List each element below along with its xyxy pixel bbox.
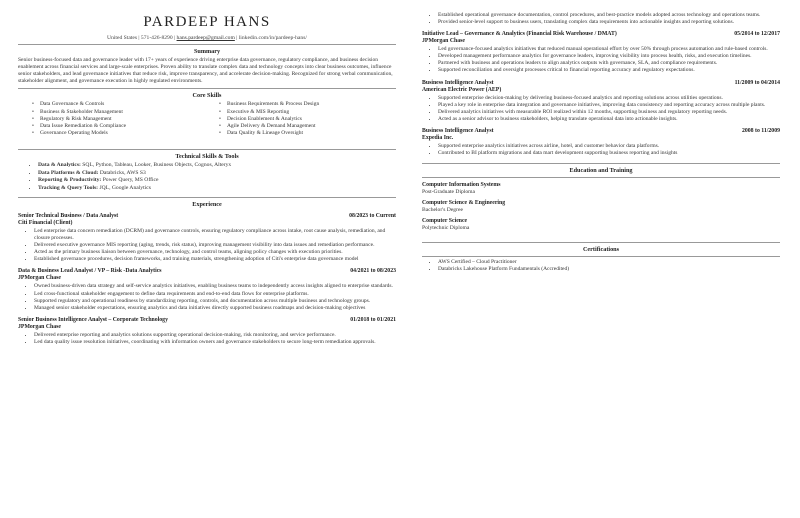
list-item: • Led enterprise data concern remediation (DCRM) and governance controls, ensuring regulatory compliance across intake, root cause analysis, remediation, and closure processes.: [34, 228, 396, 242]
company-name: American Electric Power (AEP): [422, 86, 502, 93]
core-skills-heading: Core Skills: [192, 92, 222, 100]
technical-skills-list: [18, 162, 396, 192]
job-bullets: [18, 228, 396, 263]
list-item: • Contributed to BI platform migrations and data mart development supporting business reporting and insights: [438, 150, 780, 157]
list-item: • Established operational governance documentation, control procedures, and best-practice models adopted across technology and operations teams.: [438, 12, 780, 19]
list-item: • Delivered executive governance MIS reporting (aging, trends, risk status), improving management visibility into data issues and remediation performance.: [34, 242, 396, 249]
list-item: • AWS Certified – Cloud Practitioner: [438, 259, 780, 266]
technical-skills-heading: Technical Skills & Tools: [175, 153, 239, 161]
contact-line: United States | 571-426-8290 | hans.pardeep@gmail.com | linkedin.com/in/pardeep-hans/: [107, 35, 307, 41]
skill-item: • Business & Stakeholder Management: [22, 109, 209, 116]
divider: [18, 44, 396, 45]
job-header: Business Intelligence Analyst 2008 to 11/2009: [422, 127, 780, 134]
skill-item: • Data Issue Remediation & Compliance: [22, 123, 209, 130]
skill-item: • Executive & MIS Reporting: [209, 109, 396, 116]
experience-heading: Experience: [192, 201, 222, 209]
core-skills-list: [22, 101, 396, 137]
job-bullets: [422, 12, 780, 26]
skill-item: • Agile Delivery & Demand Management: [209, 123, 396, 130]
divider: [422, 256, 780, 257]
list-item: • Databricks Lakehouse Platform Fundamentals (Accredited): [438, 266, 780, 273]
tech-item: • Reporting & Productivity: Power Query, MS Office: [38, 177, 396, 184]
job-header: Data & Business Lead Analyst / VP – Risk -Data Analytics 04/2021 to 08/2023: [18, 268, 396, 275]
company-name: JPMorgan Chase: [422, 38, 465, 45]
list-item: • Supported enterprise analytics initiatives across airline, hotel, and customer behavior data platforms.: [438, 143, 780, 150]
skill-item: • Governance Operating Models: [22, 130, 209, 137]
list-item: • Led cross-functional stakeholder engagement to define data requirements and end-to-end data flows for enterprise platforms.: [34, 291, 396, 298]
tech-item: • Data Platforms & Cloud: Databricks, AWS S3: [38, 170, 396, 177]
list-item: • Led governance-focused analytics initiatives that reduced manual operational effort by over 50% through process automation and rule-based controls.: [438, 46, 780, 53]
list-item: • Acted as the primary business liaison between governance, technology, and control teams, aligning policy changes with execution priorities.: [34, 249, 396, 256]
list-item: • Established governance procedures, decision frameworks, and training materials, strengthening adoption of Citi's enterprise data governance model: [34, 256, 396, 263]
divider: [18, 149, 396, 150]
list-item: • Supported reconciliation and oversight processes critical to financial reporting accuracy and regulatory expectations.: [438, 67, 780, 74]
divider: [422, 242, 780, 243]
left-column: [18, 0, 396, 346]
list-item: • Owned business-driven data strategy and self-service analytics initiatives, enabling business teams to independently access insights aligned to enterprise standards.: [34, 283, 396, 290]
list-item: • Delivered analytics initiatives with measurable ROI realized within 12 months, supporting business and regulatory reporting needs.: [438, 109, 780, 116]
skill-item: • Data Governance & Controls: [22, 101, 209, 108]
list-item: • Acted as a senior advisor to business stakeholders, helping translate operational data into actionable insights.: [438, 116, 780, 123]
job-header: Senior Technical Business / Data Analyst 08/2023 to Current: [18, 213, 396, 220]
job-bullets: [422, 46, 780, 74]
candidate-name: PARDEEP HANS: [143, 14, 271, 30]
job-header: Initiative Lead – Governance & Analytics (Financial Risk Warehouse / DMAT) 05/2014 to 12/2017: [422, 31, 780, 38]
skill-item: • Regulatory & Risk Management: [22, 116, 209, 123]
divider: [422, 177, 780, 178]
education-detail: Polytechnic Diploma: [422, 225, 470, 232]
right-column: [422, 0, 780, 273]
education-heading: Education and Training: [569, 167, 633, 175]
certifications-heading: Certifications: [582, 246, 620, 254]
skill-item: • Decision Enablement & Analytics: [209, 116, 396, 123]
list-item: • Developed management performance analytics for governance leaders, improving visibility into process health, risks, and execution timelines.: [438, 53, 780, 60]
education-degree: Computer Information Systems: [422, 182, 501, 189]
skill-item: • Business Requirements & Process Design: [209, 101, 396, 108]
education-detail: Bachelor's Degree: [422, 207, 463, 214]
list-item: • Partnered with business and operations leaders to align analytics outputs with governance, SLA, and compliance requirements.: [438, 60, 780, 67]
job-header: Business Intelligence Analyst 11/2009 to 04/2014: [422, 79, 780, 86]
company-name: JPMorgan Chase: [18, 275, 61, 282]
company-name: Citi Financial (Client): [18, 220, 73, 227]
divider: [18, 197, 396, 198]
list-item: • Supported enterprise decision-making by delivering business-focused analytics and reporting solutions across utilities operations.: [438, 95, 780, 102]
list-item: • Provided senior-level support to business users, translating complex data requirements into actionable insights and reporting solutions.: [438, 19, 780, 26]
job-bullets: [422, 143, 780, 157]
divider: [18, 88, 396, 89]
company-name: JPMorgan Chase: [18, 323, 61, 330]
list-item: • Led data quality issue resolution initiatives, coordinating with information owners and governance stakeholders to secure long-term remediation approvals.: [34, 339, 396, 346]
job-bullets: [18, 283, 396, 311]
job-bullets: [18, 332, 396, 346]
divider: [422, 163, 780, 164]
email-link[interactable]: hans.pardeep@gmail.com: [176, 35, 235, 41]
summary-heading: Summary: [193, 48, 221, 55]
education-degree: Computer Science: [422, 218, 468, 225]
list-item: • Played a key role in enterprise data integration and governance initiatives, improving data consistency and reporting accuracy across multiple plants.: [438, 102, 780, 109]
certifications-list: [422, 259, 780, 273]
education-degree: Computer Science & Engineering: [422, 200, 506, 207]
skill-item: • Data Quality & Lineage Oversight: [209, 130, 396, 137]
summary-text: Senior business-focused data and governance leader with 17+ years of experience driving enterprise data governance, regulatory compliance, and business decision enablement across financial services and large-scale enterprises. Proven ability to translate complex data and technology concepts into clear business outcomes, influence senior stakeholders, and lead governance initiatives that reduce risk, improve transparency, and accelerate decision-making. Recognized for strong verbal communication, stakeholder alignment, and governance execution in highly regulated environments.: [18, 57, 393, 85]
job-bullets: [422, 95, 780, 123]
list-item: • Supported regulatory and operational readiness by standardizing reporting, controls, and documentation across multiple business and technology groups.: [34, 298, 396, 305]
tech-item: • Tracking & Query Tools: JQL, Google Analytics: [38, 185, 396, 192]
job-header: Senior Business Intelligence Analyst – Corporate Technology 01/2018 to 01/2021: [18, 316, 396, 323]
education-detail: Post-Graduate Diploma: [422, 189, 475, 196]
tech-item: • Data & Analytics: SQL, Python, Tableau, Looker, Business Objects, Cognos, Alteryx: [38, 162, 396, 169]
company-name: Expedia Inc.: [422, 134, 454, 141]
list-item: • Delivered enterprise reporting and analytics solutions supporting operational decision-making, risk monitoring, and service performance.: [34, 332, 396, 339]
list-item: • Managed senior stakeholder expectations, ensuring analytics and data initiatives directly supported business roadmaps and decision-making objectives: [34, 305, 396, 312]
